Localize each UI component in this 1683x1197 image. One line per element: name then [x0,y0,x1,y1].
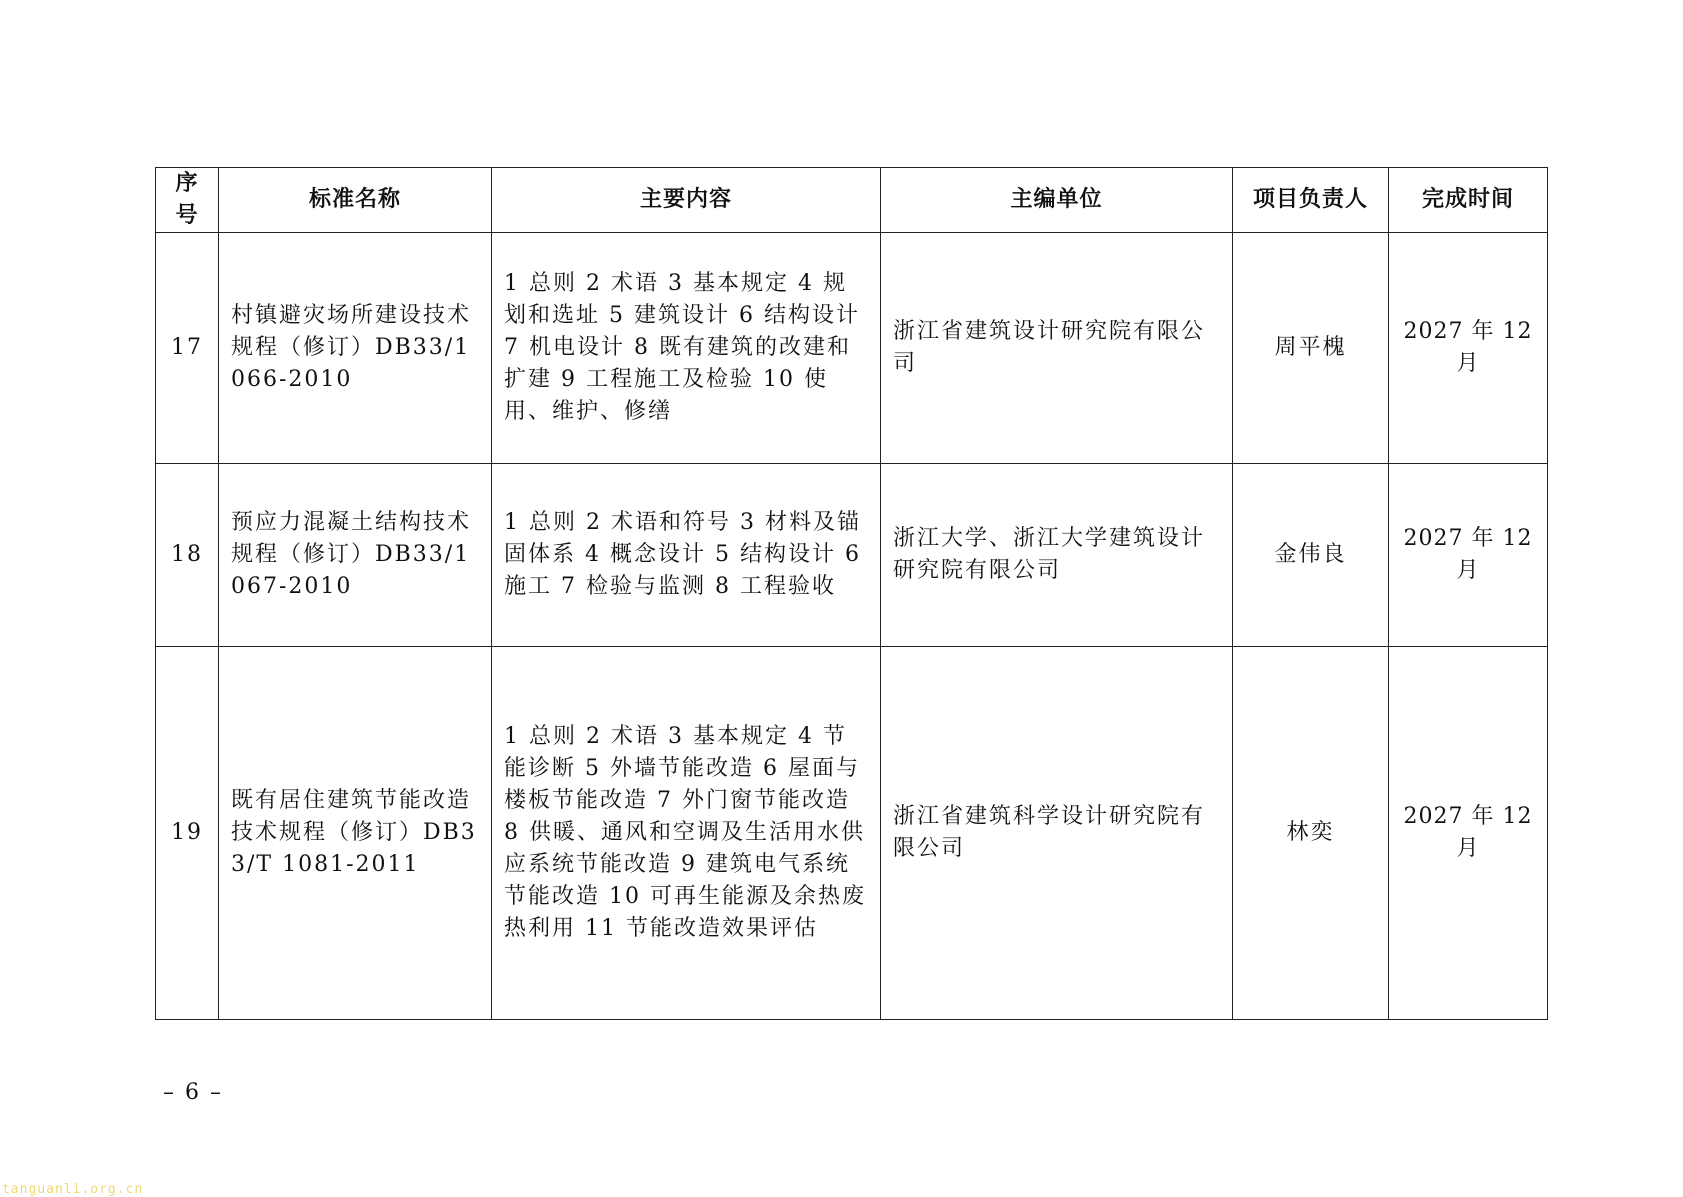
row-standard-name: 预应力混凝土结构技术规程（修订）DB33/1067-2010 [219,464,492,647]
row-main-content: 1 总则 2 术语和符号 3 材料及锚固体系 4 概念设计 5 结构设计 6 施工 7 检验与监测 8 工程验收 [492,464,881,647]
header-standard-name: 标准名称 [219,168,492,233]
row-main-content: 1 总则 2 术语 3 基本规定 4 规划和选址 5 建筑设计 6 结构设计 7 机电设计 8 既有建筑的改建和扩建 9 工程施工及检验 10 使用、维护、修缮 [492,233,881,464]
table-row [156,647,1548,1020]
table-header-row [156,168,1548,233]
standards-table [155,167,1548,1020]
header-chief-editor-unit: 主编单位 [881,168,1233,233]
row-chief-editor-unit: 浙江大学、浙江大学建筑设计研究院有限公司 [881,464,1233,647]
row-completion-date: 2027 年 12 月 [1389,233,1548,464]
header-completion-date: 完成时间 [1389,168,1548,233]
row-completion-date: 2027 年 12 月 [1389,647,1548,1020]
header-project-leader: 项目负责人 [1233,168,1389,233]
row-completion-date: 2027 年 12 月 [1389,464,1548,647]
header-main-content: 主要内容 [492,168,881,233]
row-serial-number: 18 [156,464,219,647]
row-serial-number: 19 [156,647,219,1020]
row-serial-number: 17 [156,233,219,464]
table-row [156,464,1548,647]
site-watermark: tanguanli.org.cn [2,1182,144,1197]
row-chief-editor-unit: 浙江省建筑科学设计研究院有限公司 [881,647,1233,1020]
row-project-leader: 金伟良 [1233,464,1389,647]
table-row [156,233,1548,464]
row-standard-name: 既有居住建筑节能改造技术规程（修订）DB33/T 1081-2011 [219,647,492,1020]
row-project-leader: 林奕 [1233,647,1389,1020]
row-project-leader: 周平槐 [1233,233,1389,464]
row-chief-editor-unit: 浙江省建筑设计研究院有限公司 [881,233,1233,464]
page-number: – 6 – [163,1080,223,1105]
header-serial-number: 序号 [156,168,219,233]
row-main-content: 1 总则 2 术语 3 基本规定 4 节能诊断 5 外墙节能改造 6 屋面与楼板节能改造 7 外门窗节能改造 8 供暖、通风和空调及生活用水供应系统节能改造 9 建筑电气系统节能改造 10 可再生能源及余热废热利用 11 节能改造效果评估 [492,647,881,1020]
row-standard-name: 村镇避灾场所建设技术规程（修订）DB33/1066-2010 [219,233,492,464]
